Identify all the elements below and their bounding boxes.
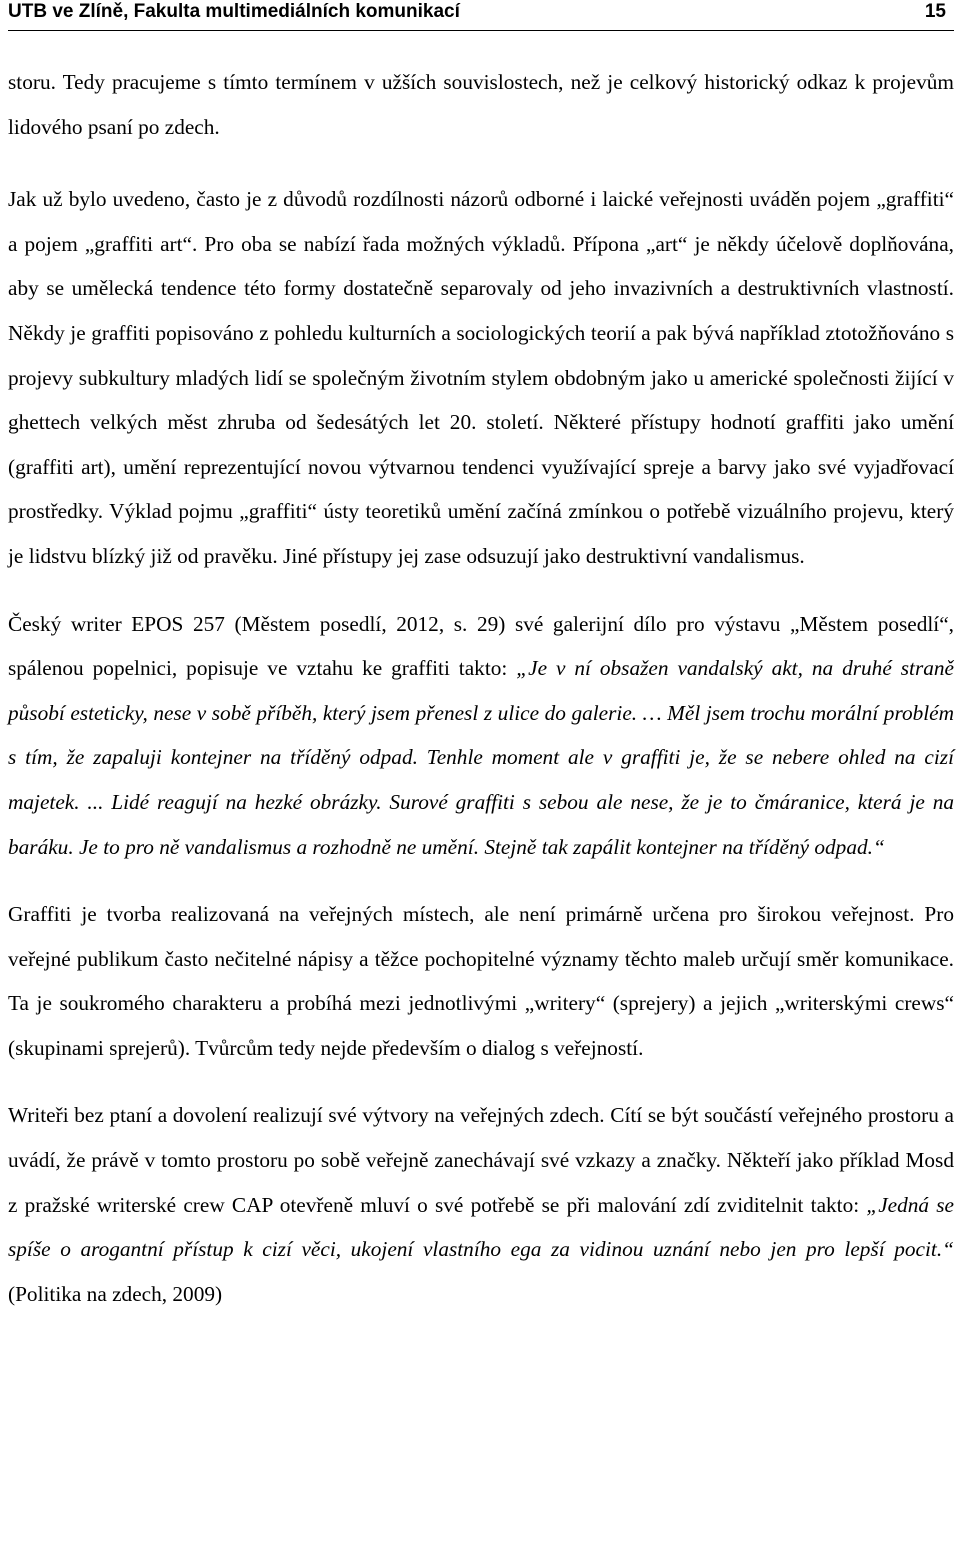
paragraph-continued: storu. Tedy pracujeme s tímto termínem v užších souvislostech, než je celkový historický odkaz k projevům lidového psaní po zdech. (8, 70, 954, 139)
page-header (8, 0, 954, 31)
paragraph-writers-intro: Writeři bez ptaní a dovolení realizují své výtvory na veřejných zdech. Cítí se být součástí veřejného prostoru a uvádí, že právě v tomto prostoru po sobě veřejně zanechávají své vzkazy a značky. Někteří jako příklad Mosd z pražské writerské crew CAP otevřeně mluví o své potřebě se při malování zdí zviditelnit takto: (8, 1103, 954, 1217)
mosd-quote: „Jedná se spíše o arogantní přístup k cizí věci, ukojení vlastního ega za vidinou uznání nebo jen pro lepší pocit.“ (8, 1192, 954, 1262)
page-number: 15 (924, 1, 946, 22)
citation: (Politika na zdech, 2009) (8, 1281, 223, 1306)
paragraph-epos-intro: Český writer EPOS 257 (Městem posedlí, 2012, s. 29) své galerijní dílo pro výstavu „Městem posedlí“, spálenou popelnici, popisuje ve vztahu ke graffiti takto: (8, 611, 954, 681)
epos-quote: „Je v ní obsažen vandalský akt, na druhé straně působí esteticky, nese v sobě příběh, který jsem přenesl z ulice do galerie. … Měl jsem trochu morální problém s tím, že zapaluji kontejner na tříděný odpad. Tenhle moment ale v graffiti je, že se nebere ohled na cizí majetek. ... Lidé reagují na hezké obrázky. Surové graffiti s sebou ale nese, že je to čmáranice, která je na baráku. Je to pro ně vandalismus a rozhodně ne umění. Stejně tak zapálit kontejner na tříděný odpad.“ (8, 656, 954, 859)
body-text (8, 60, 954, 1316)
paragraph-writers (8, 1093, 954, 1316)
paragraph-epos-quote (8, 602, 954, 870)
paragraph-public-places: Graffiti je tvorba realizovaná na veřejných místech, ale není primárně určena pro širokou veřejnost. Pro veřejné publikum často nečitelné nápisy a těžce pochopitelné významy těchto maleb určují směr komunikace. Ta je soukromého charakteru a probíhá mezi jednotlivými „writery“ (sprejery) a jejich „writerskými crews“ (skupinami sprejerů). Tvůrcům tedy nejde především o dialog s veřejností. (8, 902, 954, 1060)
paragraph-graffiti-terms: Jak už bylo uvedeno, často je z důvodů rozdílnosti názorů odborné i laické veřejnosti uváděn pojem „graffiti“ a pojem „graffiti art“. Pro oba se nabízí řada možných výkladů. Přípona „art“ je někdy účelově doplňována, aby se umělecká tendence této formy dostatečně separovaly od jeho invazivních a destruktivních vlastností. Někdy je graffiti popisováno z pohledu kulturních a sociologických teorií a pak bývá například ztotožňováno s projevy subkultury mladých lidí se společným životním stylem obdobným jako u americké společnosti žijící v ghettech velkých měst zhruba od šedesátých let 20. století. Některé přístupy hodnotí graffiti jako umění (graffiti art), umění reprezentující novou výtvarnou tendenci využívající spreje a barvy jako své vyjadřovací prostředky. Výklad pojmu „graffiti“ ústy teoretiků umění začíná zmínkou o potřebě vizuálního projevu, který je lidstvu blízký již od pravěku. Jiné přístupy jej zase odsuzují jako destruktivní vandalismus. (8, 187, 954, 568)
header-title: UTB ve Zlíně, Fakulta multimediálních komunikací (8, 1, 460, 22)
